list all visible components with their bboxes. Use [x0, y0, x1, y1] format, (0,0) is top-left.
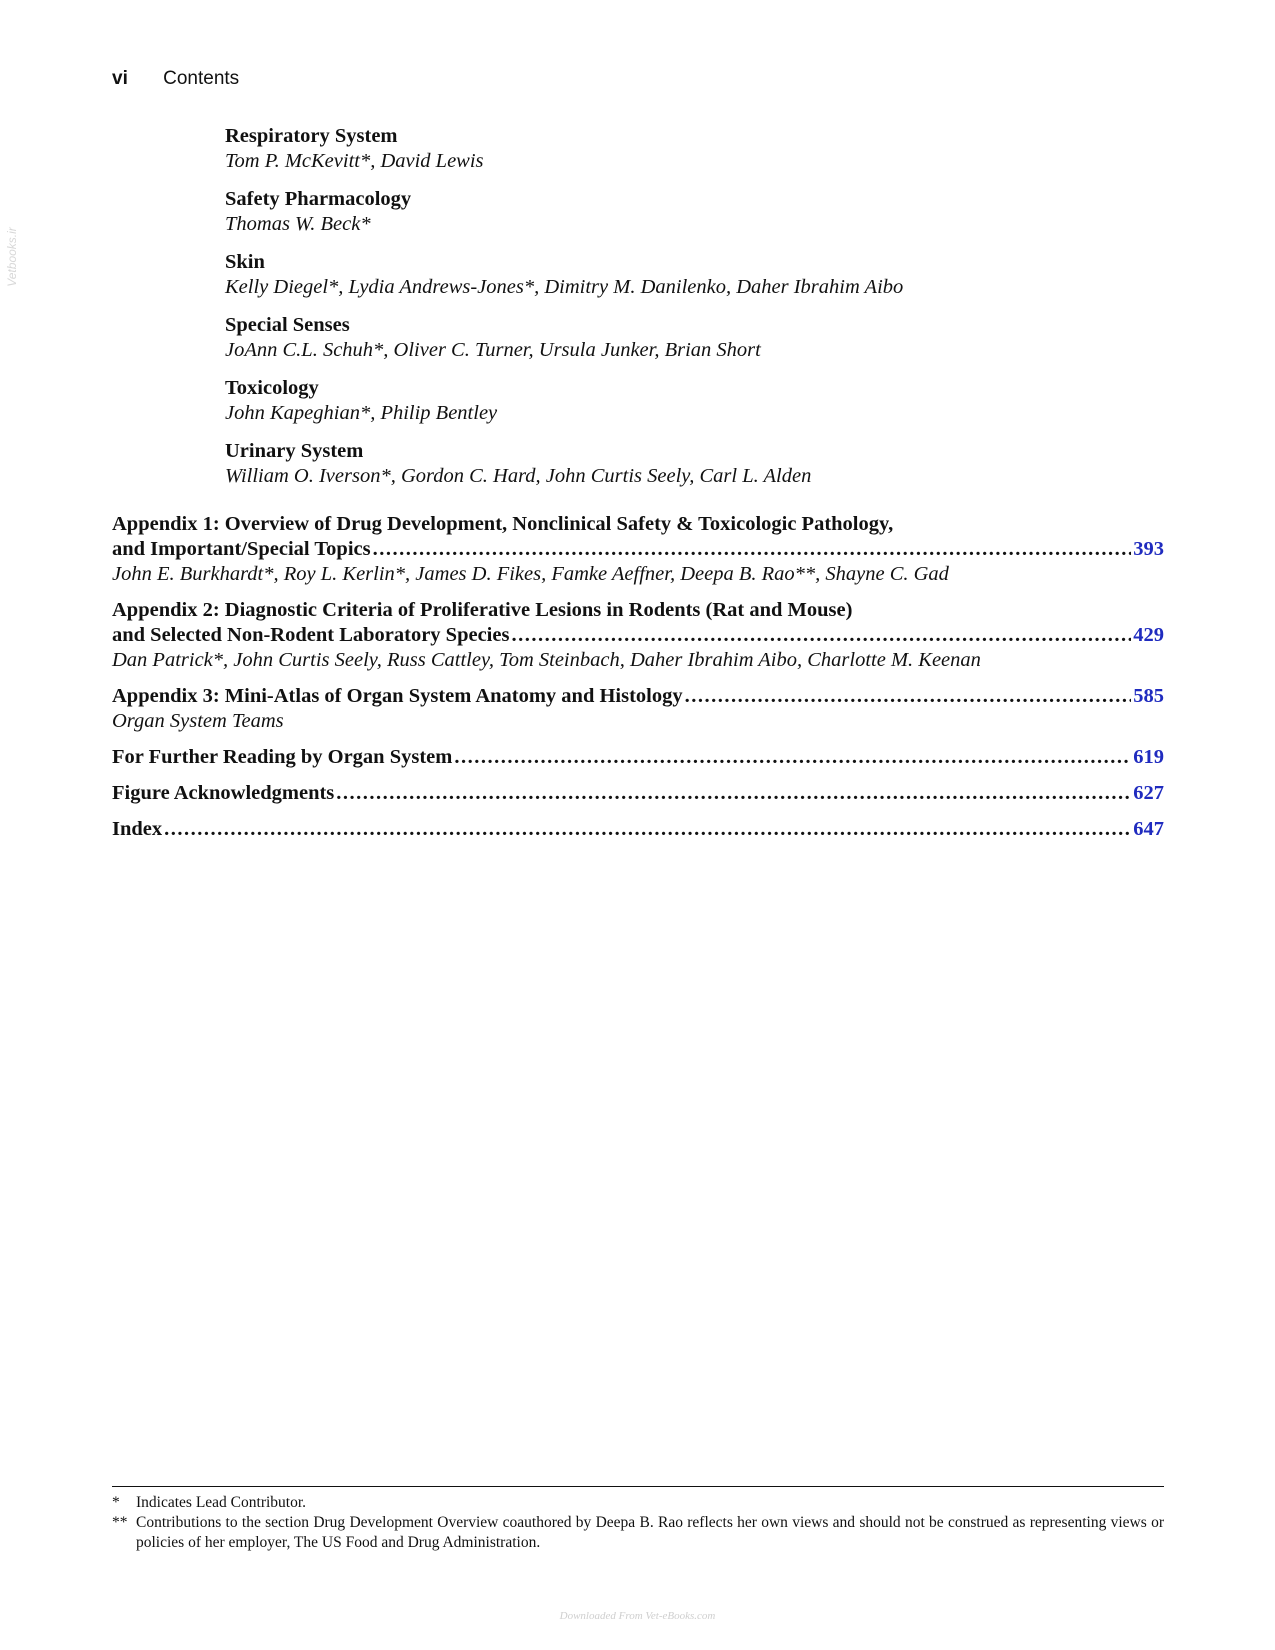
toc-entry-figure-acknowledgments [112, 781, 1164, 806]
entry-authors: Dan Patrick*, John Curtis Seely, Russ Cattley, Tom Steinbach, Daher Ibrahim Aibo, Charlotte M. Keenan [112, 649, 981, 671]
entry-leader-line[interactable] [112, 623, 1164, 648]
running-head-title: Contents [163, 68, 240, 89]
toc-entry-index [112, 817, 1164, 842]
entry-authors: Tom P. McKevitt*, David Lewis [225, 150, 484, 172]
side-watermark: Vetbooks.ir [4, 227, 19, 287]
bottom-watermark: Downloaded From Vet-eBooks.com [559, 1610, 716, 1622]
footnote [112, 1493, 1164, 1513]
toc-entry-appendix-1 [112, 512, 1164, 587]
footnote-text: Contributions to the section Drug Development Overview coauthored by Deepa B. Rao reflects her own views and should not be construed as representing views or policies of her employer, The US Food and Drug Administration. [136, 1514, 1164, 1551]
entry-title: For Further Reading by Organ System [112, 746, 453, 768]
entry-title: Safety Pharmacology [225, 188, 412, 210]
appendix-entries [112, 512, 1164, 853]
toc-entry [225, 376, 1185, 426]
dot-leader [511, 623, 1131, 648]
dot-leader [685, 684, 1132, 709]
entry-title: Urinary System [225, 440, 364, 462]
toc-entry [225, 124, 1185, 174]
entry-authors: John Kapeghian*, Philip Bentley [225, 402, 498, 424]
organ-system-entries [225, 124, 1185, 502]
entry-authors: John E. Burkhardt*, Roy L. Kerlin*, James D. Fikes, Famke Aeffner, Deepa B. Rao**, Shayne C. Gad [112, 563, 949, 585]
footnote [112, 1513, 1164, 1553]
page-number-link[interactable]: 585 [1133, 685, 1164, 707]
dot-leader [164, 817, 1131, 842]
entry-leader-line[interactable] [112, 817, 1164, 842]
entry-authors: Kelly Diegel*, Lydia Andrews-Jones*, Dimitry M. Danilenko, Daher Ibrahim Aibo [225, 276, 904, 298]
dot-leader [454, 745, 1131, 770]
page-number-link[interactable]: 429 [1133, 624, 1164, 646]
entry-authors: JoAnn C.L. Schuh*, Oliver C. Turner, Ursula Junker, Brian Short [225, 339, 761, 361]
toc-entry [225, 313, 1185, 363]
page-number-link[interactable]: 647 [1133, 818, 1164, 840]
entry-title-continued: and Selected Non-Rodent Laboratory Species [112, 624, 510, 646]
entry-leader-line[interactable] [112, 537, 1164, 562]
entry-title: Respiratory System [225, 125, 398, 147]
entry-title: Appendix 1: Overview of Drug Development, Nonclinical Safety & Toxicologic Pathology, [112, 513, 894, 535]
entry-title-continued: and Important/Special Topics [112, 538, 371, 560]
entry-title: Appendix 2: Diagnostic Criteria of Proliferative Lesions in Rodents (Rat and Mouse) [112, 599, 853, 621]
page-number-link[interactable]: 627 [1133, 782, 1164, 804]
entry-title: Appendix 3: Mini-Atlas of Organ System Anatomy and Histology [112, 685, 683, 707]
entry-authors: Organ System Teams [112, 710, 284, 732]
entry-title: Special Senses [225, 314, 350, 336]
entry-title: Toxicology [225, 377, 319, 399]
entry-authors: William O. Iverson*, Gordon C. Hard, John Curtis Seely, Carl L. Alden [225, 465, 812, 487]
entry-leader-line[interactable] [112, 781, 1164, 806]
footnote-text: Indicates Lead Contributor. [136, 1494, 307, 1511]
footnote-mark: * [112, 1494, 120, 1511]
toc-entry [225, 187, 1185, 237]
entry-title: Index [112, 818, 163, 840]
entry-leader-line[interactable] [112, 684, 1164, 709]
dot-leader [336, 781, 1131, 806]
footnotes [112, 1486, 1164, 1553]
dot-leader [373, 537, 1132, 562]
entry-title: Skin [225, 251, 265, 273]
toc-entry [225, 439, 1185, 489]
entry-authors: Thomas W. Beck* [225, 213, 371, 235]
entry-title: Figure Acknowledgments [112, 782, 335, 804]
footnote-mark: ** [112, 1514, 128, 1531]
running-head [112, 68, 239, 90]
toc-entry-further-reading [112, 745, 1164, 770]
page-number-link[interactable]: 619 [1133, 746, 1164, 768]
page-number-link[interactable]: 393 [1133, 538, 1164, 560]
toc-entry-appendix-2 [112, 598, 1164, 673]
toc-entry-appendix-3 [112, 684, 1164, 734]
entry-leader-line[interactable] [112, 745, 1164, 770]
page-folio: vi [112, 68, 128, 89]
toc-entry [225, 250, 1185, 300]
